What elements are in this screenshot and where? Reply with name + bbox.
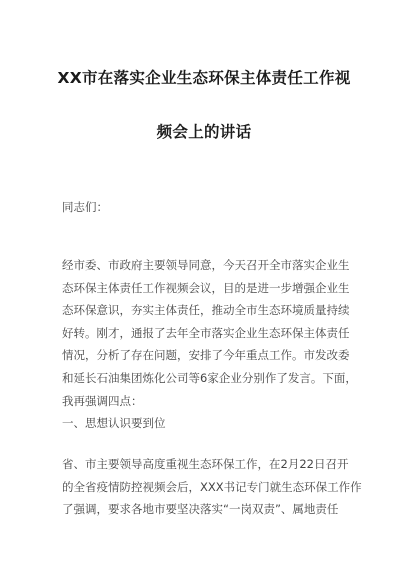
- document-title-line-2: 频会上的讲话: [156, 123, 252, 141]
- paragraph-line: 的全省疫情防控视频会后，XXX书记专门就生态环保工作作: [62, 479, 362, 494]
- paragraph-line: 省、市主要领导高度重视生态环保工作，在2月22日召开: [62, 457, 349, 471]
- salutation: 同志们：: [62, 200, 108, 214]
- paragraph-line: 好转。刚才，通报了去年全市落实企业生态环保主体责任: [62, 325, 350, 340]
- document-title-line-1: XX市在落实企业生态环保主体责任工作视: [57, 69, 351, 87]
- paragraph-intro: [62, 254, 357, 412]
- paragraph-line: 和延长石油集团炼化公司等6家企业分别作了发言。下面，: [62, 370, 357, 385]
- section-heading-1: 一、思想认识要到位: [62, 416, 166, 430]
- paragraph-line: 态环保意识，夯实主体责任，推动全市生态环境质量持续: [62, 303, 350, 318]
- paragraph-line: 经市委、市政府主要领导同意，今天召开全市落实企业生: [62, 258, 350, 272]
- paragraph-line: 态环保主体责任工作视频会议，目的是进一步增强企业生: [62, 280, 350, 295]
- paragraph-line: 情况，分析了存在问题，安排了今年重点工作。市发改委: [62, 348, 350, 363]
- paragraph-line: 我再强调四点：: [62, 393, 143, 408]
- paragraph-line: 了强调，要求各地市要坚决落实“一岗双责”、属地责任: [62, 502, 339, 517]
- paragraph-section-1: [62, 453, 362, 521]
